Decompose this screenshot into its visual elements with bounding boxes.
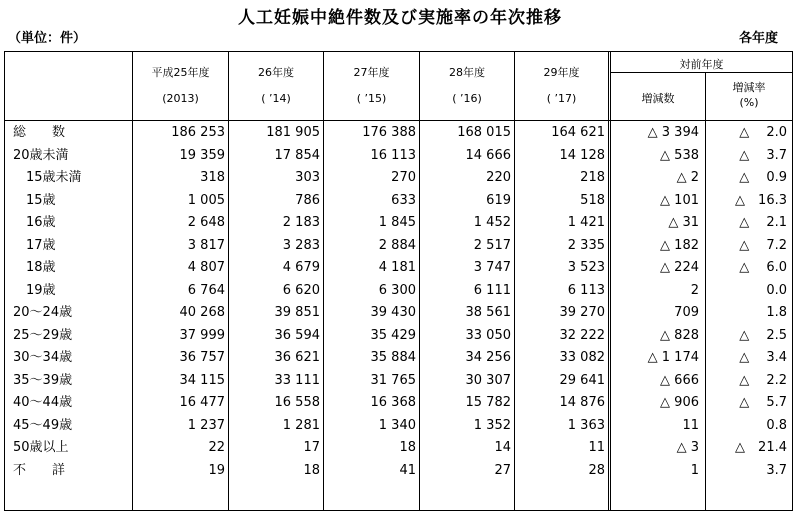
- change-rate-cell: △ 2.0: [739, 125, 787, 140]
- row-label: 15歳未満: [13, 170, 82, 185]
- year-value-cell: 14 876: [559, 395, 605, 410]
- year-value-cell: 786: [295, 192, 320, 208]
- year-value-cell: 1 363: [567, 417, 605, 433]
- header-change-rate: 増減率: [732, 81, 766, 94]
- change-rate-cell: 0.0: [766, 282, 787, 298]
- year-value-cell: 36 757: [179, 350, 225, 365]
- year-value-cell: 38 561: [465, 305, 511, 320]
- change-rate-cell: △ 2.2: [739, 372, 787, 388]
- year-value-cell: 619: [486, 192, 511, 208]
- row-label: 25～29歳: [13, 327, 73, 343]
- data-table: [4, 51, 793, 511]
- year-value-cell: 518: [580, 192, 605, 208]
- row-label: 35～39歳: [13, 372, 73, 388]
- year-value-cell: 3 747: [473, 260, 511, 275]
- table-row: [5, 415, 792, 437]
- year-value-cell: 6 620: [282, 282, 320, 298]
- row-label: 20歳未満: [13, 147, 69, 163]
- year-value-cell: 14: [494, 440, 511, 455]
- year-value-cell: 1 845: [378, 215, 416, 230]
- row-label: 不 詳: [13, 462, 66, 478]
- year-value-cell: 1 352: [473, 417, 511, 433]
- change-count-cell: △ 3: [676, 440, 699, 455]
- year-value-cell: 2 183: [282, 215, 320, 230]
- year-value-cell: 36 621: [274, 350, 320, 365]
- year-value-cell: 16 477: [179, 395, 225, 410]
- year-value-cell: 186 253: [171, 125, 225, 140]
- year-value-cell: 1 005: [187, 192, 225, 208]
- change-count-cell: △ 3 394: [647, 125, 699, 140]
- change-rate-cell: 3.7: [766, 462, 787, 478]
- year-value-cell: 39 851: [274, 305, 320, 320]
- year-value-cell: 35 884: [370, 350, 416, 365]
- year-value-cell: 318: [200, 170, 225, 185]
- year-value-cell: 16 558: [274, 395, 320, 410]
- year-value-cell: 6 111: [473, 282, 511, 298]
- change-count-cell: △ 31: [668, 215, 699, 230]
- change-count-cell: 2: [690, 282, 699, 298]
- change-count-cell: 11: [682, 417, 699, 433]
- year-value-cell: 1 340: [378, 417, 416, 433]
- table-row: [5, 212, 792, 234]
- table-row: [5, 280, 792, 302]
- year-value-cell: 22: [208, 440, 225, 455]
- year-value-cell: 218: [580, 170, 605, 185]
- year-value-cell: 633: [391, 192, 416, 208]
- year-value-cell: 37 999: [179, 327, 225, 343]
- table-row: [5, 392, 792, 414]
- change-count-cell: △ 666: [660, 372, 699, 388]
- change-count-cell: △ 1 174: [647, 350, 699, 365]
- unit-label: （単位：件）: [8, 31, 87, 46]
- year-value-cell: 176 388: [362, 125, 416, 140]
- year-value-cell: 29 641: [559, 372, 605, 388]
- row-label: 20～24歳: [13, 305, 73, 320]
- table-row: [5, 437, 792, 459]
- row-label: 16歳: [13, 215, 56, 230]
- row-label: 総 数: [13, 125, 66, 140]
- row-label: 17歳: [13, 237, 56, 253]
- change-count-cell: △ 906: [660, 395, 699, 410]
- change-count-cell: 1: [690, 462, 699, 478]
- change-rate-cell: △ 0.9: [739, 170, 787, 185]
- year-value-cell: 1 281: [282, 417, 320, 433]
- header-change-count: 増減数: [641, 92, 675, 105]
- year-value-cell: 39 270: [559, 305, 605, 320]
- header-change-group: 対前年度: [679, 58, 724, 71]
- year-value-cell: 2 517: [473, 237, 511, 253]
- year-value-cell: 18: [399, 440, 416, 455]
- header-change-rate-unit: (%): [739, 96, 759, 109]
- year-value-cell: 15 782: [465, 395, 511, 410]
- year-value-cell: 34 256: [465, 350, 511, 365]
- change-count-cell: △ 224: [660, 260, 699, 275]
- year-value-cell: 168 015: [457, 125, 511, 140]
- year-value-cell: 36 594: [274, 327, 320, 343]
- year-value-cell: 1 421: [567, 215, 605, 230]
- year-value-cell: 27: [494, 462, 511, 478]
- row-label: 30～34歳: [13, 350, 73, 365]
- table-row: [5, 302, 792, 324]
- header-year-2: 26年度: [258, 66, 294, 79]
- table-row: [5, 122, 792, 144]
- table-row: [5, 145, 792, 167]
- year-value-cell: 33 082: [559, 350, 605, 365]
- year-value-cell: 4 807: [187, 260, 225, 275]
- year-value-cell: 33 111: [274, 372, 320, 388]
- year-value-cell: 17 854: [274, 147, 320, 163]
- table-row: [5, 325, 792, 347]
- change-rate-cell: △ 3.4: [739, 350, 787, 365]
- header-year-1: 平成25年度: [151, 66, 210, 79]
- change-rate-cell: △ 16.3: [735, 192, 787, 208]
- table-row: [5, 460, 792, 482]
- year-value-cell: 35 429: [370, 327, 416, 343]
- change-rate-cell: △ 21.4: [735, 440, 787, 455]
- header-year-4-sub: ( ’16): [452, 92, 482, 105]
- year-value-cell: 2 884: [378, 237, 416, 253]
- table-row: [5, 347, 792, 369]
- year-value-cell: 3 523: [567, 260, 605, 275]
- change-rate-cell: 0.8: [766, 417, 787, 433]
- change-rate-cell: △ 6.0: [739, 260, 787, 275]
- year-value-cell: 19 359: [179, 147, 225, 163]
- row-label: 45～49歳: [13, 417, 73, 433]
- change-rate-cell: △ 5.7: [739, 395, 787, 410]
- year-value-cell: 6 113: [567, 282, 605, 298]
- year-value-cell: 31 765: [370, 372, 416, 388]
- year-value-cell: 40 268: [179, 305, 225, 320]
- year-value-cell: 18: [303, 462, 320, 478]
- year-value-cell: 1 452: [473, 215, 511, 230]
- year-value-cell: 2 335: [567, 237, 605, 253]
- year-value-cell: 270: [391, 170, 416, 185]
- row-label: 19歳: [13, 282, 56, 298]
- row-label: 15歳: [13, 192, 56, 208]
- year-value-cell: 6 764: [187, 282, 225, 298]
- year-value-cell: 16 113: [370, 147, 416, 163]
- year-value-cell: 19: [208, 462, 225, 478]
- header-year-2-sub: ( ’14): [261, 92, 291, 105]
- year-value-cell: 28: [588, 462, 605, 478]
- year-value-cell: 11: [588, 440, 605, 455]
- basis-label: 各年度: [738, 31, 778, 46]
- change-count-cell: △ 828: [660, 327, 699, 343]
- header-year-5-sub: ( ’17): [546, 92, 577, 105]
- row-label: 18歳: [13, 260, 56, 275]
- change-rate-cell: △ 7.2: [739, 237, 787, 253]
- year-value-cell: 30 307: [465, 372, 511, 388]
- change-rate-cell: △ 2.5: [739, 327, 787, 343]
- year-value-cell: 14 666: [465, 147, 511, 163]
- year-value-cell: 39 430: [370, 305, 416, 320]
- table-title: 人工妊娠中絶件数及び実施率の年次推移: [238, 8, 562, 28]
- year-value-cell: 33 050: [465, 327, 511, 343]
- change-rate-cell: △ 2.1: [739, 215, 787, 230]
- table-row: [5, 235, 792, 257]
- year-value-cell: 16 368: [370, 395, 416, 410]
- header-year-5: 29年度: [543, 66, 580, 79]
- table-row: [5, 167, 792, 189]
- year-value-cell: 41: [399, 462, 416, 478]
- header-year-1-sub: (2013): [162, 92, 199, 105]
- row-label: 50歳以上: [13, 440, 69, 455]
- change-count-cell: △ 2: [676, 170, 699, 185]
- change-rate-cell: 1.8: [766, 305, 787, 320]
- change-rate-cell: △ 3.7: [739, 147, 787, 163]
- year-value-cell: 14 128: [559, 147, 605, 163]
- year-value-cell: 34 115: [179, 372, 225, 388]
- year-value-cell: 220: [486, 170, 511, 185]
- header-year-3-sub: ( ’15): [356, 92, 387, 105]
- row-label: 40～44歳: [13, 395, 73, 410]
- year-value-cell: 6 300: [378, 282, 416, 298]
- year-value-cell: 2 648: [187, 215, 225, 230]
- header-year-3: 27年度: [353, 66, 390, 79]
- year-value-cell: 4 679: [282, 260, 320, 275]
- year-value-cell: 303: [295, 170, 320, 185]
- change-count-cell: △ 101: [660, 192, 699, 208]
- year-value-cell: 164 621: [551, 125, 605, 140]
- table-row: [5, 190, 792, 212]
- table-row: [5, 257, 792, 279]
- year-value-cell: 1 237: [187, 417, 225, 433]
- table-row: [5, 370, 792, 392]
- year-value-cell: 17: [303, 440, 320, 455]
- header-year-4: 28年度: [449, 66, 485, 79]
- year-value-cell: 3 283: [282, 237, 320, 253]
- change-count-cell: △ 538: [660, 147, 699, 163]
- change-count-cell: 709: [674, 305, 699, 320]
- year-value-cell: 32 222: [559, 327, 605, 343]
- change-count-cell: △ 182: [660, 237, 699, 253]
- year-value-cell: 181 905: [266, 125, 320, 140]
- year-value-cell: 4 181: [378, 260, 416, 275]
- year-value-cell: 3 817: [187, 237, 225, 253]
